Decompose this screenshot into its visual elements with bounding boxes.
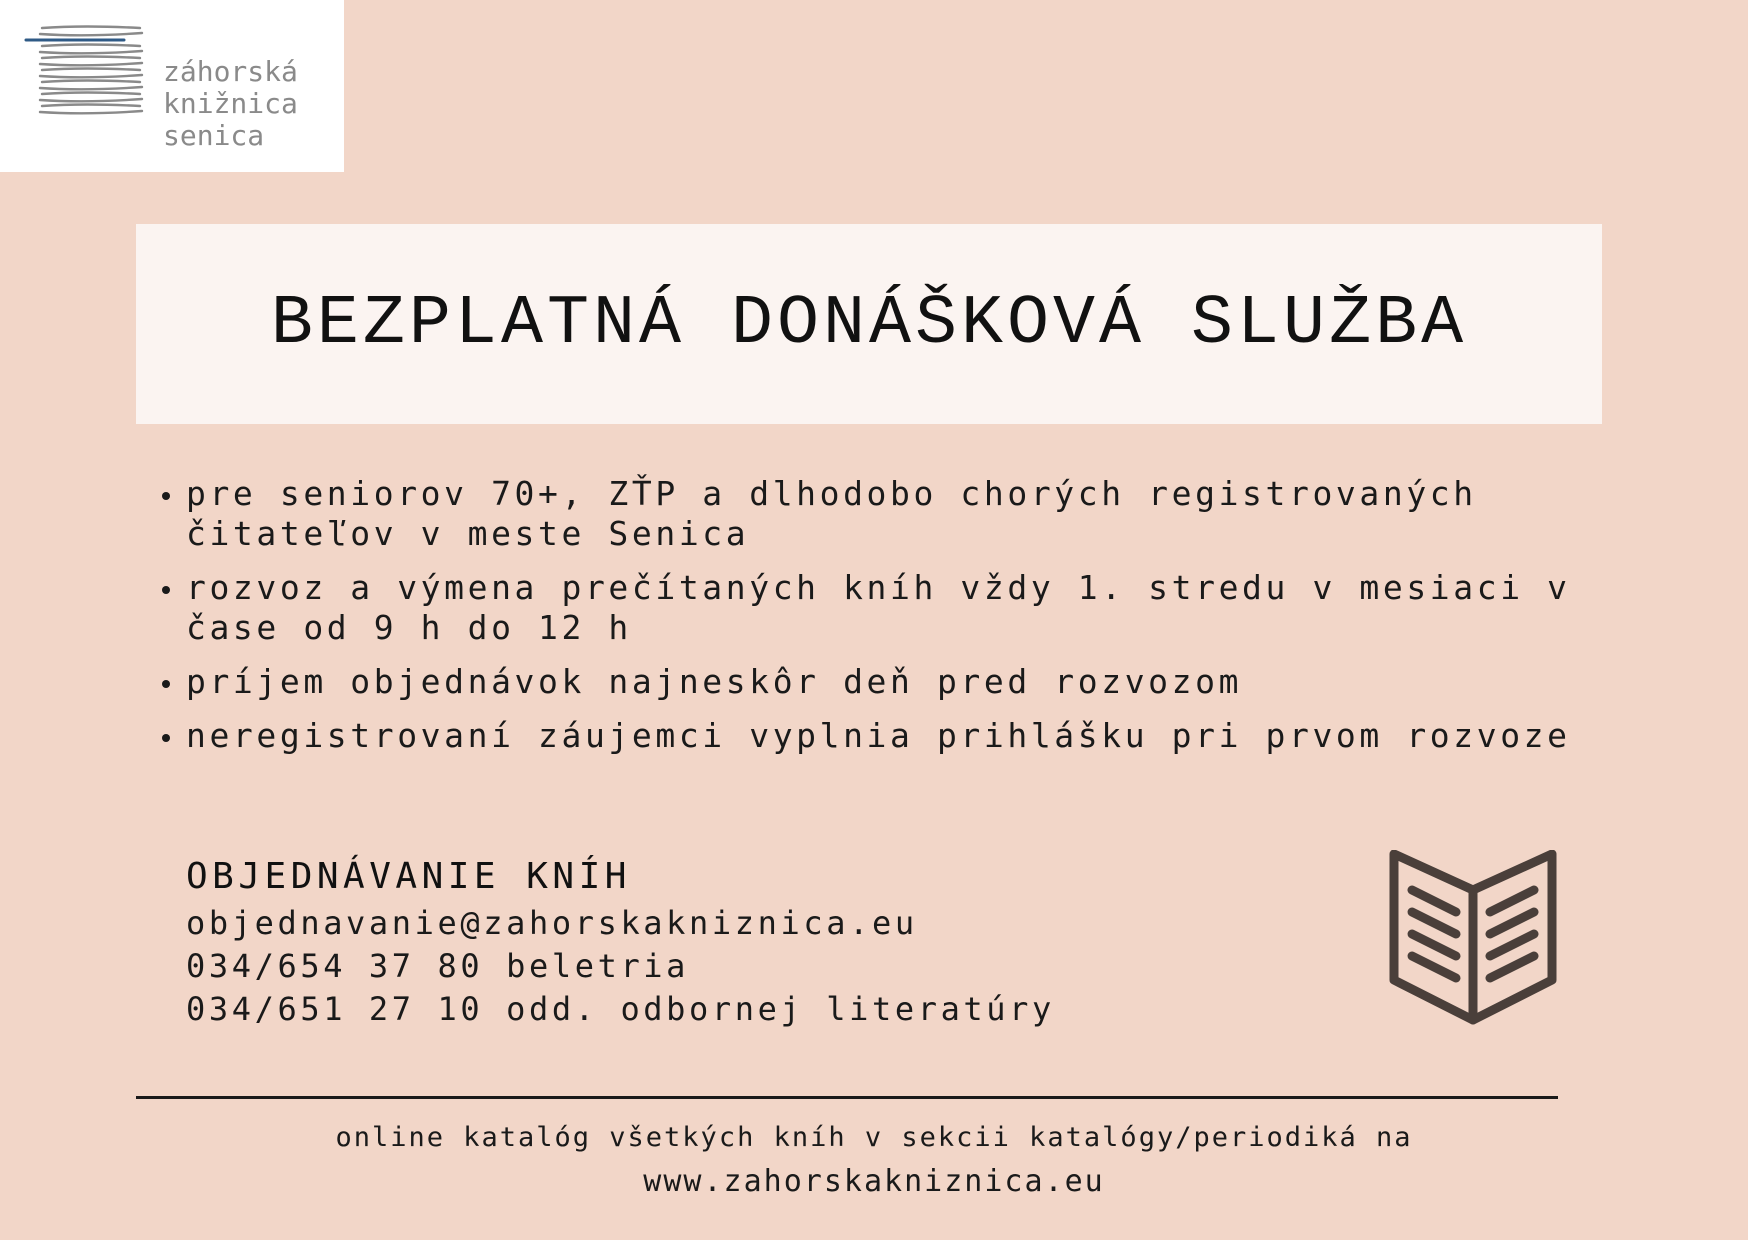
- list-item: rozvoz a výmena prečítaných kníh vždy 1. stredu v mesiaci v čase od 9 h do 12 h: [160, 568, 1610, 648]
- order-heading: OBJEDNÁVANIE KNÍH: [186, 856, 631, 897]
- logo: [0, 0, 344, 172]
- footer-catalog-text: online katalóg všetkých kníh v sekcii katalógy/periodiká na: [335, 1122, 1413, 1153]
- list-item: pre seniorov 70+, ZŤP a dlhodobo chorých registrovaných čitateľov v meste Senica: [160, 474, 1610, 554]
- page-title: BEZPLATNÁ DONÁŠKOVÁ SLUŽBA: [270, 284, 1468, 364]
- list-item: neregistrovaní záujemci vyplnia prihlášku pri prvom rozvoze: [160, 716, 1610, 756]
- logo-line-1: záhorská: [163, 55, 298, 88]
- order-email: objednavanie@zahorskakniznica.eu: [186, 904, 918, 942]
- title-banner: [136, 224, 1602, 424]
- logo-text: [163, 56, 298, 152]
- list-item: príjem objednávok najneskôr deň pred rozvozom: [160, 662, 1610, 702]
- divider: [136, 1096, 1558, 1099]
- phone-nonfiction: 034/651 27 10 odd. odbornej literatúry: [186, 990, 1055, 1028]
- logo-line-2: knižnica: [163, 87, 298, 120]
- service-info-list: [160, 474, 1610, 770]
- logo-line-3: senica: [163, 119, 265, 152]
- footer-website-link[interactable]: www.zahorskakniznica.eu: [643, 1164, 1105, 1199]
- stacked-books-logo-icon: [24, 24, 146, 116]
- phone-fiction: 034/654 37 80 beletria: [186, 947, 690, 985]
- open-book-icon: [1388, 850, 1558, 1030]
